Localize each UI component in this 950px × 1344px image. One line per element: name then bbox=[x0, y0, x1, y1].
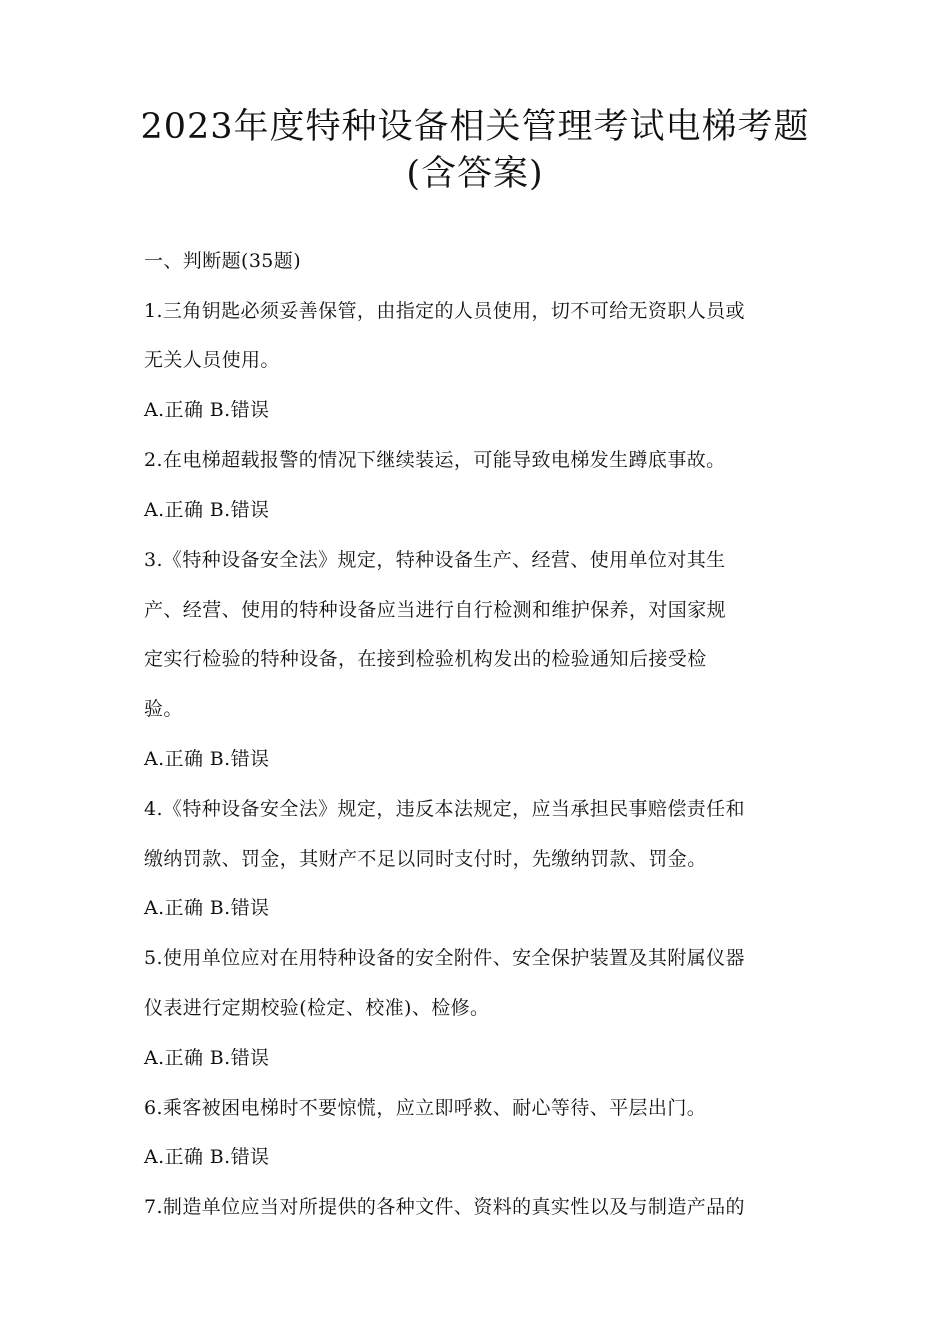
answer-options: A.正确 B.错误 bbox=[144, 399, 270, 421]
answer-options: A.正确 B.错误 bbox=[144, 748, 270, 770]
text-line: 3.《特种设备安全法》规定，特种设备生产、经营、使用单位对其生 bbox=[144, 549, 726, 571]
answer-options: A.正确 B.错误 bbox=[144, 1047, 270, 1069]
text-line: 1.三角钥匙必须妥善保管，由指定的人员使用，切不可给无资职人员或 bbox=[144, 300, 745, 322]
text-line: 仪表进行定期校验(检定、校准)、检修。 bbox=[144, 997, 490, 1019]
section-heading: 一、判断题(35题) bbox=[144, 250, 302, 272]
text-line: 4.《特种设备安全法》规定，违反本法规定，应当承担民事赔偿责任和 bbox=[144, 798, 745, 820]
text-line: 7.制造单位应当对所提供的各种文件、资料的真实性以及与制造产品的 bbox=[144, 1196, 745, 1218]
answer-options: A.正确 B.错误 bbox=[144, 1146, 270, 1168]
text-line: 6.乘客被困电梯时不要惊慌，应立即呼救、耐心等待、平层出门。 bbox=[144, 1097, 707, 1119]
document-title: 2023年度特种设备相关管理考试电梯考题 bbox=[140, 107, 810, 147]
answer-options: A.正确 B.错误 bbox=[144, 499, 270, 521]
text-line: 缴纳罚款、罚金，其财产不足以同时支付时，先缴纳罚款、罚金。 bbox=[144, 848, 707, 870]
answer-options: A.正确 B.错误 bbox=[144, 897, 270, 919]
text-line: 定实行检验的特种设备，在接到检验机构发出的检验通知后接受检 bbox=[144, 648, 707, 670]
text-line: 2.在电梯超载报警的情况下继续装运，可能导致电梯发生蹲底事故。 bbox=[144, 449, 726, 471]
text-line: 无关人员使用。 bbox=[144, 349, 280, 371]
text-line: 验。 bbox=[144, 698, 183, 720]
document-subtitle: (含答案) bbox=[406, 154, 544, 194]
text-line: 产、经营、使用的特种设备应当进行自行检测和维护保养，对国家规 bbox=[144, 599, 727, 621]
text-line: 5.使用单位应对在用特种设备的安全附件、安全保护装置及其附属仪器 bbox=[144, 947, 745, 969]
